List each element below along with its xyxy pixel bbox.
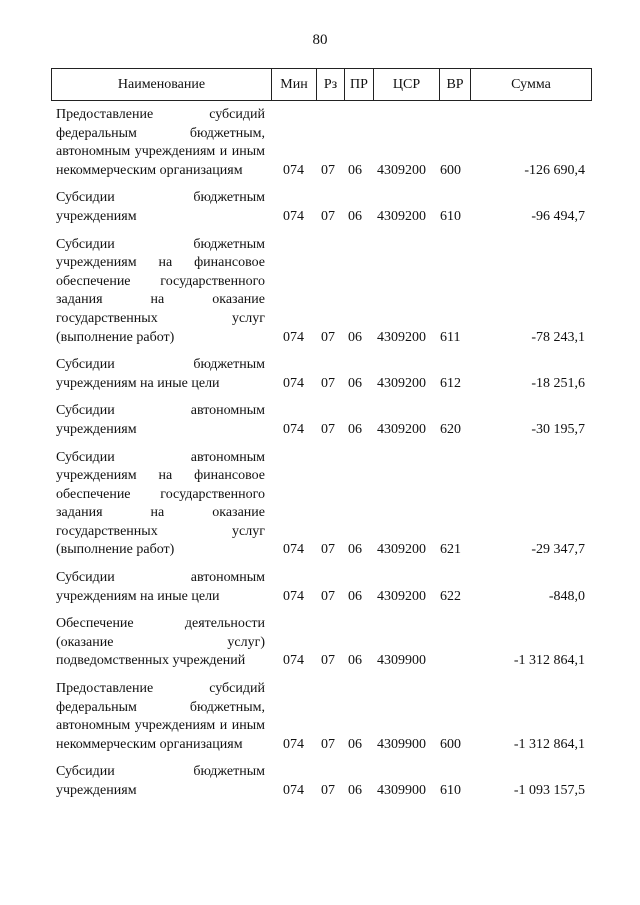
table-header xyxy=(51,68,592,101)
row-sum: -1 312 864,1 xyxy=(513,736,585,752)
header-min: Мин xyxy=(272,69,317,100)
row-vr: 620 xyxy=(440,421,461,437)
row-sum: -126 690,4 xyxy=(524,162,585,178)
header-pr: ПР xyxy=(345,69,374,100)
row-min: 074 xyxy=(283,542,304,558)
header-rz: Рз xyxy=(317,69,345,100)
row-pr: 06 xyxy=(348,588,362,604)
row-vr: 610 xyxy=(440,208,461,224)
row-vr: 612 xyxy=(440,375,461,391)
row-min: 074 xyxy=(283,329,304,345)
table-row xyxy=(0,763,640,800)
row-name: Субсидии бюджетным учреждениям на иные цели xyxy=(56,357,265,391)
table-body xyxy=(0,106,640,801)
row-csr: 4309200 xyxy=(377,421,426,437)
row-csr: 4309900 xyxy=(377,653,426,669)
row-csr: 4309900 xyxy=(377,783,426,798)
row-rz: 07 xyxy=(321,783,335,798)
row-sum: -1 093 157,5 xyxy=(513,783,585,798)
row-csr: 4309200 xyxy=(377,375,426,391)
row-pr: 06 xyxy=(348,783,362,798)
row-vr: 611 xyxy=(440,329,461,345)
row-min: 074 xyxy=(283,375,304,391)
row-pr: 06 xyxy=(348,329,362,345)
row-sum: -96 494,7 xyxy=(531,208,585,224)
row-name: Субсидии бюджетным учреждениям xyxy=(56,190,265,224)
row-min: 074 xyxy=(283,588,304,604)
row-sum: -30 195,7 xyxy=(531,421,585,437)
row-pr: 06 xyxy=(348,736,362,752)
row-sum: -29 347,7 xyxy=(531,542,585,558)
row-rz: 07 xyxy=(321,588,335,604)
row-name: Субсидии автономным учреждениям на финансовое обеспечение государственного задания на оказание государственных услуг (выполнение работ) xyxy=(56,449,265,558)
row-rz: 07 xyxy=(321,162,335,178)
table-row xyxy=(0,356,640,393)
row-rz: 07 xyxy=(321,329,335,345)
row-rz: 07 xyxy=(321,653,335,669)
row-vr: 621 xyxy=(440,542,461,558)
table-row xyxy=(0,189,640,226)
row-rz: 07 xyxy=(321,542,335,558)
row-pr: 06 xyxy=(348,162,362,178)
table-row xyxy=(0,569,640,606)
row-rz: 07 xyxy=(321,208,335,224)
row-name: Субсидии автономным учреждениям на иные цели xyxy=(56,570,265,604)
table-row xyxy=(0,236,640,348)
row-min: 074 xyxy=(283,736,304,752)
row-min: 074 xyxy=(283,208,304,224)
table-row xyxy=(0,680,640,754)
row-csr: 4309200 xyxy=(377,588,426,604)
row-vr: 610 xyxy=(440,783,461,798)
row-pr: 06 xyxy=(348,653,362,669)
row-name: Субсидии автономным учреждениям xyxy=(56,403,265,437)
header-sum: Сумма xyxy=(511,76,551,92)
row-csr: 4309200 xyxy=(377,162,426,178)
row-name: Предоставление субсидий федеральным бюджетным, автономным учреждениям и иным некоммерческим организациям xyxy=(56,107,265,178)
row-pr: 06 xyxy=(348,375,362,391)
row-sum: -848,0 xyxy=(548,588,585,604)
table-row xyxy=(0,106,640,180)
row-name: Обеспечение деятельности (оказание услуг) подведомственных учреждений xyxy=(56,616,265,669)
row-vr: 622 xyxy=(440,588,461,604)
row-rz: 07 xyxy=(321,736,335,752)
page-number: 80 xyxy=(312,32,328,48)
row-rz: 07 xyxy=(321,421,335,437)
row-min: 074 xyxy=(283,421,304,437)
row-name: Субсидии бюджетным учреждениям xyxy=(56,764,265,798)
row-sum: -78 243,1 xyxy=(531,329,585,345)
row-csr: 4309200 xyxy=(377,208,426,224)
row-pr: 06 xyxy=(348,421,362,437)
row-min: 074 xyxy=(283,162,304,178)
table-row xyxy=(0,615,640,671)
header-csr: ЦСР xyxy=(374,69,440,100)
row-min: 074 xyxy=(283,653,304,669)
row-csr: 4309900 xyxy=(377,736,426,752)
table-row xyxy=(0,449,640,561)
row-name: Субсидии бюджетным учреждениям на финансовое обеспечение государственного задания на оказание государственных услуг (выполнение работ) xyxy=(56,236,265,345)
row-csr: 4309200 xyxy=(377,329,426,345)
row-pr: 06 xyxy=(348,542,362,558)
row-rz: 07 xyxy=(321,375,335,391)
row-vr: 600 xyxy=(440,162,461,178)
table-row xyxy=(0,402,640,439)
row-sum: -18 251,6 xyxy=(531,375,585,391)
row-sum: -1 312 864,1 xyxy=(513,653,585,669)
row-csr: 4309200 xyxy=(377,542,426,558)
header-name: Наименование xyxy=(52,69,272,100)
row-min: 074 xyxy=(283,783,304,798)
row-vr: 600 xyxy=(440,736,461,752)
row-pr: 06 xyxy=(348,208,362,224)
header-vr: ВР xyxy=(440,69,471,100)
row-name: Предоставление субсидий федеральным бюджетным, автономным учреждениям и иным некоммерческим организациям xyxy=(56,681,265,752)
